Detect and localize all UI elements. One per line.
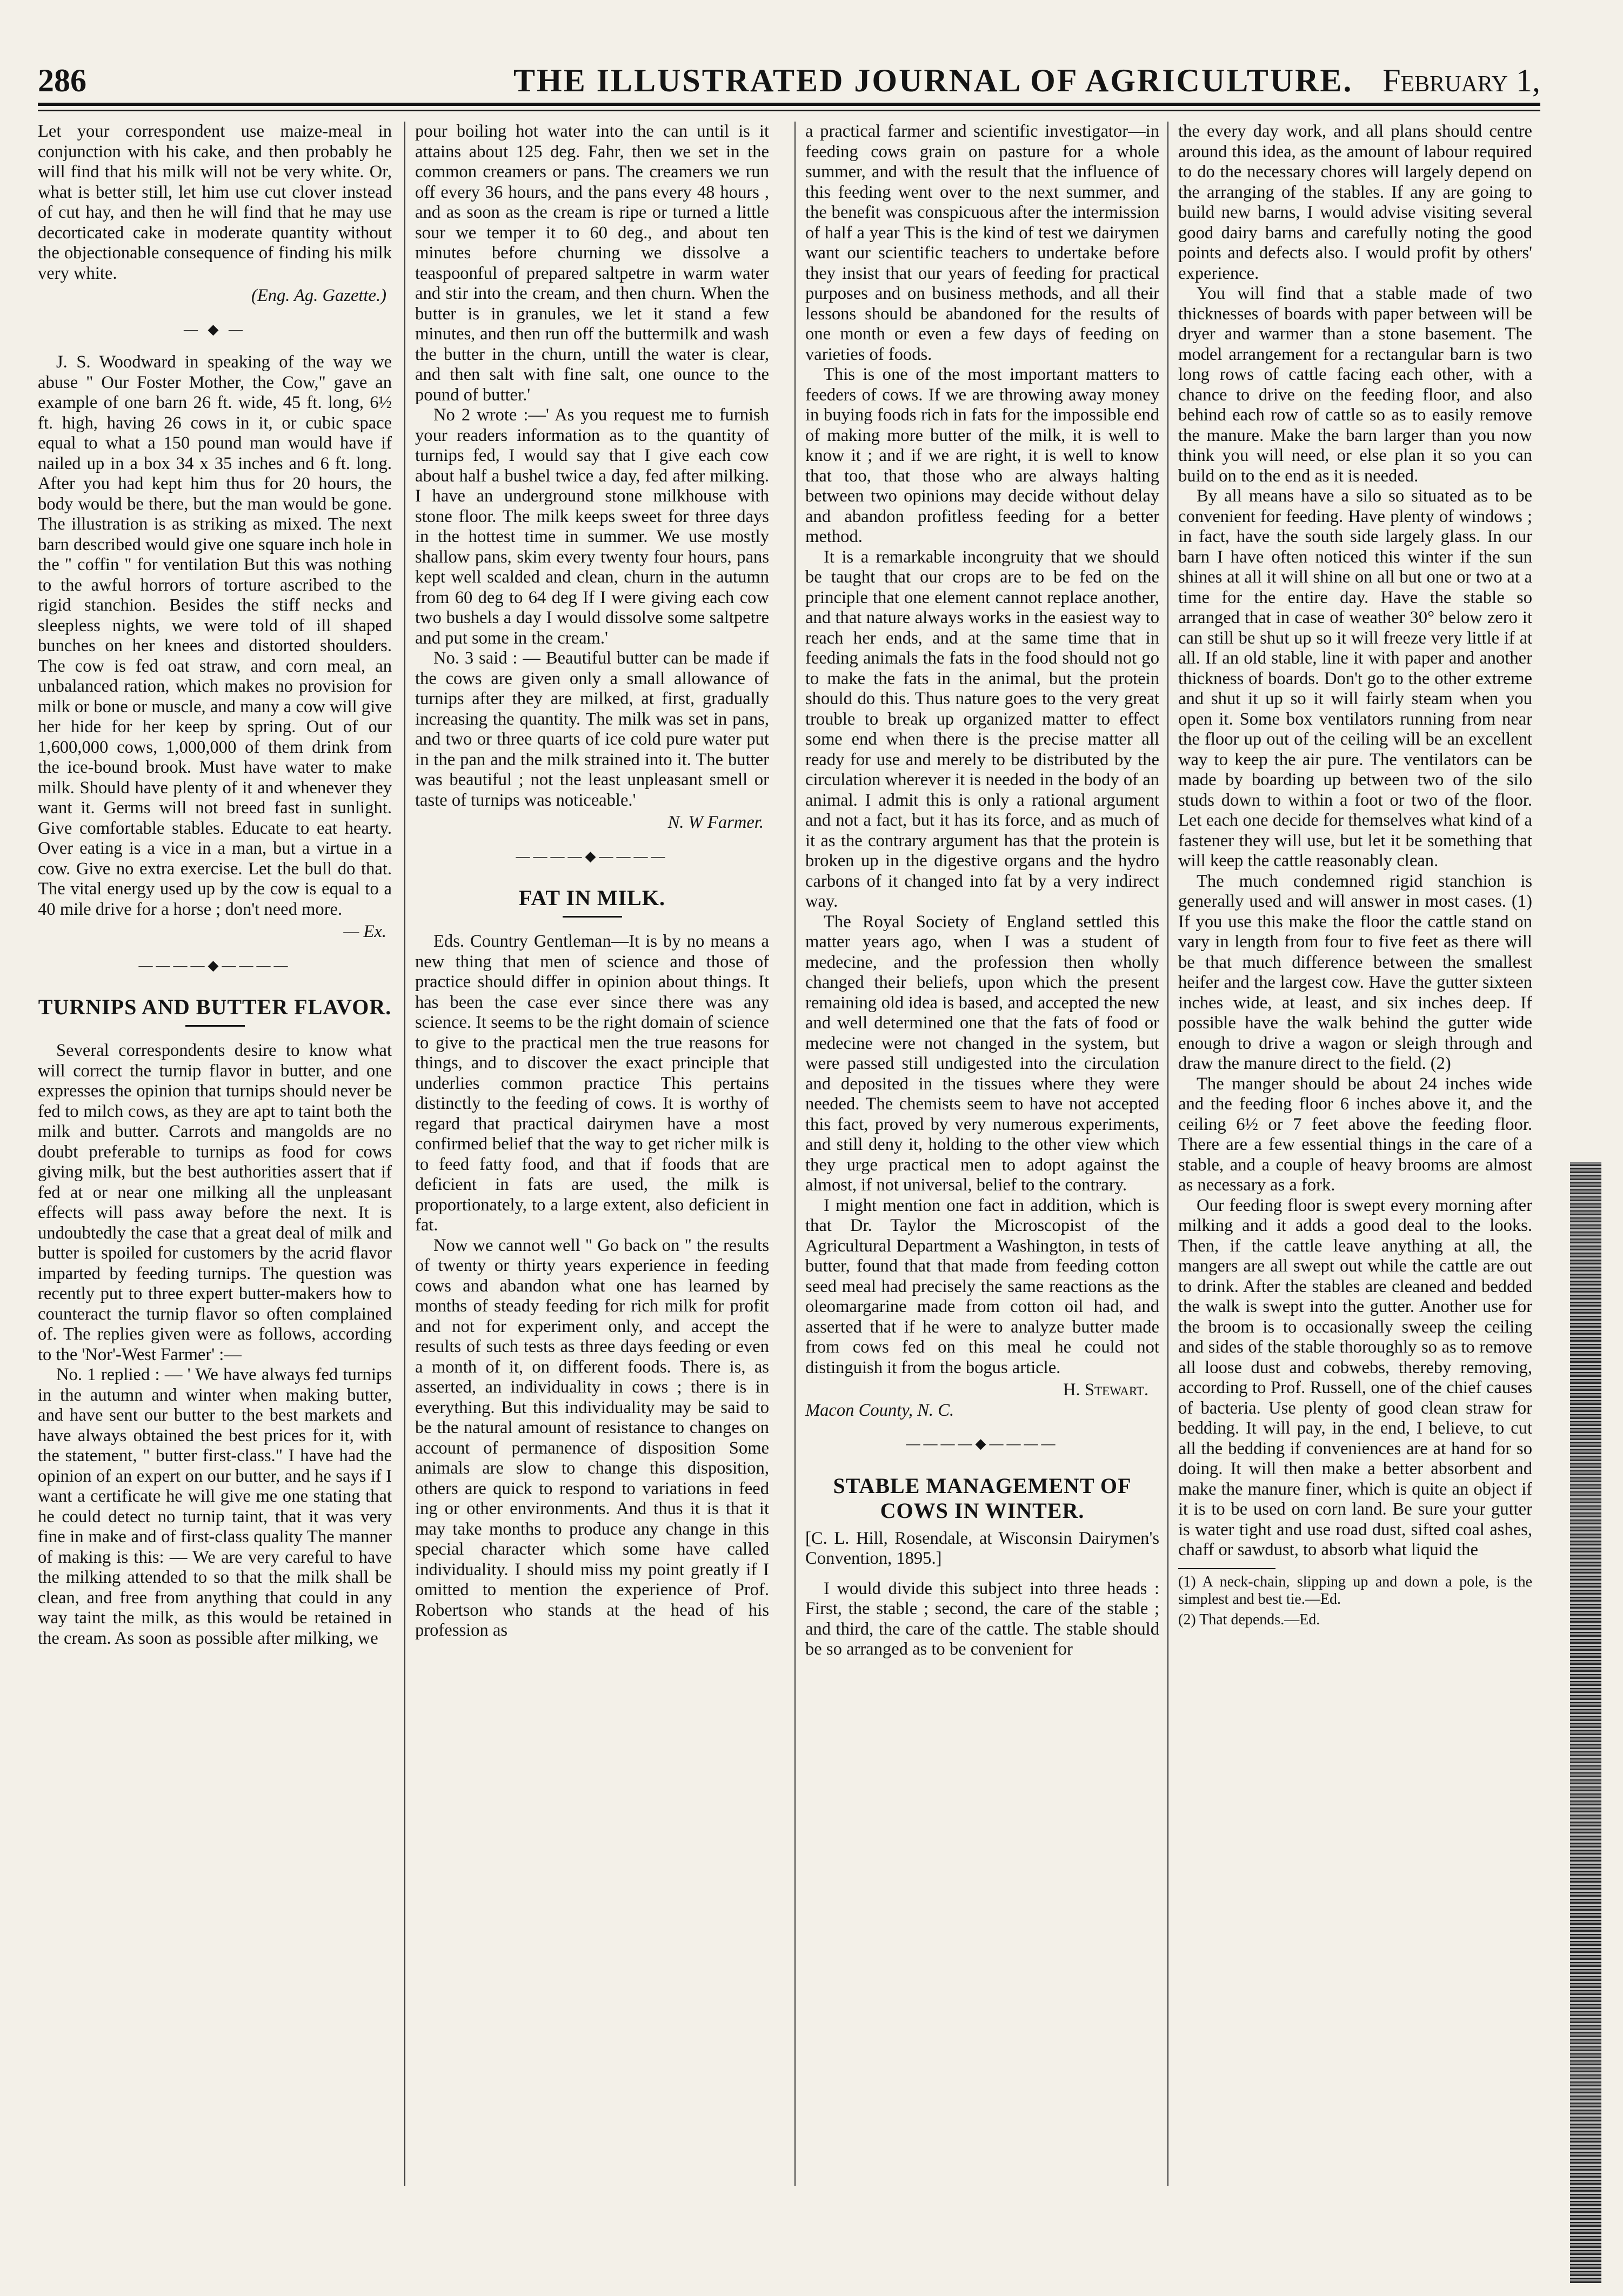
running-header xyxy=(38,62,1540,105)
heading-rule xyxy=(185,1025,245,1027)
paragraph: By all means have a silo so situated as to be convenient for feeding. Have plenty of windows ; in fact, have the south side largely glass. In our barn I have often noticed this winter if the sun shines at all it will shine on all but one or two at a time for the entire day. Have the stable so arranged that in case of weather 30° below zero it can still be shut up so it will freeze very little if at all. If an old stable, line it with paper and another thickness of boards. Don't go to the other extreme and shut it up so it will fairly steam when you open it. Some box ventilators running from near the floor up out of the ceiling will be an excellent way to keep the air pure. The ventilators can be made by boarding up between two of the silo studs down to within a foot or two of the floor. Let each one decide for themselves what kind of a fastener they will use, but let it be something that will keep the cattle reasonably clean. xyxy=(1178,486,1532,871)
source-note: [C. L. Hill, Rosendale, at Wisconsin Dairymen's Convention, 1895.] xyxy=(805,1528,1159,1568)
source-credit: (Eng. Ag. Gazette.) xyxy=(251,286,386,305)
column-4 xyxy=(1178,122,1532,2191)
paragraph: Our feeding floor is swept every morning after milking and it adds a good deal to the looks. Then, if the cattle leave anything at all, the mangers are all swept out while the cattle are out to drink. After the stables are cleaned and bedded the walk is swept into the gutter. Another use for the broom is to occasionally sweep the ceiling and sides of the stable thoroughly so as to remove all loose dust and cobwebs, thereby removing, according to Prof. Russell, one of the chief causes of bacteria. Use plenty of good clean straw for bedding. It will pay, in the end, I believe, to cut all the bedding if conveniences are at hand for so doing. It will then make a better absorbent and make the manure finer, which is quite an object if it is to be used on corn land. Be sure your gutter is water tight and use road dust, sifted coal ashes, chaff or sawdust, to absorb what liquid the xyxy=(1178,1195,1532,1559)
journal-title: THE ILLUSTRATED JOURNAL OF AGRICULTURE. xyxy=(513,63,1353,98)
paragraph: The much condemned rigid stanchion is generally used and will answer in most cases. (1) If you use this make the floor the cattle stand on vary in length from four to five feet as there will be that much difference between the smallest heifer and the largest cow. Have the gutter sixteen inches wide, at least, and six inches deep. If possible have the walk behind the gutter wide enough to drive a wagon or sleigh through and draw the manure direct to the field. (2) xyxy=(1178,871,1532,1073)
paragraph: This is one of the most important matters to feeders of cows. If we are throwing away money in buying foods rich in fats for the impossible end of making more butter of the milk, it is well to know it ; and if we are right, it is well to know that too, that those who are always halting between two opinions may decide without delay and abandon profitless feeding for a better method. xyxy=(805,365,1159,546)
paragraph: No. 1 replied : — ' We have always fed turnips in the autumn and winter when making butter, and have sent our butter to the best markets and have always obtained the best prices for it, with the statement, " butter first-class." I have had the opinion of an expert on our butter, and he says if I want a certificate he will give me one stating that he could detect no turnip taint, that it was very fine in make and of first-class quality The manner of making is this: — We are very careful to have the milking attended to so that the milk shall be clean, and free from anything that could in any way taint the milk, as this would be retained in the cream. As soon as possible after milking, we xyxy=(38,1365,392,1648)
header-rule-thick xyxy=(38,103,1540,106)
paragraph: Let your correspondent use maize-meal in conjunction with his cake, and then probably he will find that his milk will not be very white. Or, what is better still, let him use cut clover instead of cut hay, and then he will find that he may use decorticated cake in moderate quantity without the objectionable consequence of finding his milk very white. xyxy=(38,122,392,283)
author-location: Macon County, N. C. xyxy=(805,1400,954,1420)
article-heading: STABLE MANAGEMENT OF COWS IN WINTER. xyxy=(833,1473,1132,1523)
column-3 xyxy=(805,122,1159,2191)
article-heading: FAT IN MILK. xyxy=(519,886,665,910)
paragraph: You will find that a stable made of two thicknesses of boards with paper between will be dryer and warmer than a stone basement. The model arrangement for a rectangular barn is two long rows of cattle facing each other, with a chance to drive on the feeding floor, and also behind each row of cattle so as to easily remove the manure. Make the barn larger than you now think you will need, or else plan it so you can build on to the end as it is needed. xyxy=(1178,284,1532,486)
paragraph: J. S. Woodward in speaking of the way we abuse " Our Foster Mother, the Cow," gave an example of one barn 26 ft. wide, 45 ft. long, 6½ ft. high, having 26 cows in it, or cubic space equal to what a 150 pound man would have if nailed up in a box 34 x 35 inches and 6 ft. long. After you had kept him thus for 20 hours, the body would be there, but the man would be gone. The illustration is as striking as mixed. The next barn described would give one square inch hole in the " coffin " for ventilation But this was nothing to the awful horrors of torture ascribed to the rigid stanchion. Besides the stiff necks and sleepless nights, we were told of ill shaped bunches on her knees and distorted shoulders. The cow is fed oat straw, and corn meal, an unbalanced ration, which makes no provision for milk or bone or muscle, and many a cow will give her hide for her keep by spring. Out of our 1,600,000 cows, 1,000,000 of them drink from the ice-bound brook. Must have water to make milk. Should have plenty of it and whenever they want it. Germs will not breed fast in sunlight. Give comfortable stables. Educate to eat hearty. Over eating is a vice in a man, but a virtue in a cow. Give no extra exercise. Let the bull do that. The vital energy used up by the cow is equal to a 40 mile drive for a horse ; don't need more. xyxy=(38,352,392,919)
paragraph: the every day work, and all plans should centre around this idea, as the amount of labour required to do the necessary chores will largely depend on the arranging of the stables. If any are going to build new barns, I would advise visiting several good dairy barns and carefully noting the good points and defects also. I would profit by others' experience. xyxy=(1178,122,1532,283)
ornament-divider: ————◆———— xyxy=(516,848,669,864)
paragraph: No. 3 said : — Beautiful butter can be made if the cows are given only a small allowance of turnips after they are milked, at first, gradually increasing the quantity. The milk was set in pans, and two or three quarts of ice cold pure water put in the pan and the milk strained into it. The butter was beautiful ; not the least unpleasant smell or taste of turnips was noticeable.' xyxy=(415,648,769,810)
paragraph: a practical farmer and scientific investigator—in feeding cows grain on pasture for a whole summer, and with the result that the influence of this feeding went over to the next summer, and the benefit was conspicuous after the intermission of half a year This is the kind of test we dairymen want our scientific teachers to undertake before they insist that our years of feeding for practical purposes and on business methods, and all their lessons should be abandoned for the results of one month or even a few days of feeding on varieties of foods. xyxy=(805,122,1159,364)
column-1 xyxy=(38,122,392,2191)
paragraph: Now we cannot well " Go back on " the results of twenty or thirty years experience in feeding cows and abandon what one has learned by months of steady feeding for rich milk for profit and not for experiment only, and accept the results of such tests as three days feeding or even a month of it, on different foods. There is, as asserted, an individuality in cows ; there is in everything. But this individuality may be said to be the natural amount of resistance to changes on account of permanence of disposition Some animals are slow to change this disposition, others are quick to respond to variations in feed ing or other environments. And thus it is that it may take months to produce any change in this special character which some have called individuality. I should miss my point greatly if I omitted to mention the experience of Prof. Robertson who stands at the head of his profession as xyxy=(415,1235,769,1640)
paragraph: I would divide this subject into three heads : First, the stable ; second, the care of the stable ; and third, the care of the cattle. The stable should be so arranged as to be convenient for xyxy=(805,1578,1159,1659)
column-separator xyxy=(1167,122,1168,2186)
source-credit: — Ex. xyxy=(343,922,386,941)
scan-edge-artifact xyxy=(1570,1162,1601,2283)
paragraph: No 2 wrote :—' As you request me to furnish your readers information as to the quantity of turnips fed, I would say that I give each cow about half a bushel twice a day, fed after milking. I have an underground stone milkhouse with stone floor. The milk keeps sweet for three days in the hottest time in summer. We use mostly shallow pans, skim every twenty four hours, pans kept well scalded and clean, churn in the autumn from 60 deg to 64 deg If I were giving each cow two bushels a day I would dissolve some saltpetre and put some in the cream.' xyxy=(415,405,769,648)
paragraph: It is a remarkable incongruity that we should be taught that our crops are to be fed on the principle that one element cannot replace another, and that nature always works in the easiest way to reach her ends, and at the same time that in feeding animals the fats in the food should not go to make the fats in the animal, but the protein should do this. Thus nature goes to the very great trouble to break up organized matter to effect some end when there is the precise matter all ready for use and merely to be distributed by the circulation wherever it is needed in the body of an animal. I admit this is only a rational argument and not a fact, but it has its force, and as much of it as the contrary argument has that the protein is broken up in the digestive organs and the hydro carbons of it changed into fat by a very indirect way. xyxy=(805,547,1159,911)
page-number: 286 xyxy=(38,63,86,98)
issue-date: February 1, xyxy=(1382,63,1540,98)
column-separator xyxy=(404,122,405,2186)
paragraph: I might mention one fact in addition, which is that Dr. Taylor the Microscopist of the Agricultural Department a Washington, in tests of butter, found that that made from feeding cotton seed meal had precisely the same reactions as the oleomargarine made from cotton oil had, and asserted that if he were to analyze butter made from cows fed on this meal he could not distinguish it from the bogus article. xyxy=(805,1195,1159,1377)
paragraph: Several correspondents desire to know what will correct the turnip flavor in butter, and one expresses the opinion that turnips should never be fed to milch cows, as they are apt to taint both the milk and butter. Carrots and mangolds are no doubt preferable to turnips as food for cows giving milk, but the best authorities assert that if fed at or near one milking all the unpleasant effects will pass away before the next. It is undoubtedly the case that a great deal of milk and butter is spoiled for customers by the acrid flavor imparted by feeding turnips. The question was recently put to three expert butter-makers how to counteract the turnip flavor so often complained of. The replies given were as follows, according to the 'Nor'-West Farmer' :— xyxy=(38,1041,392,1364)
header-rule-thin xyxy=(38,110,1540,111)
footnote: (2) That depends.—Ed. xyxy=(1178,1611,1320,1628)
author-signature: H. Stewart. xyxy=(1063,1380,1148,1400)
source-credit: N. W Farmer. xyxy=(667,813,764,832)
column-2 xyxy=(415,122,769,2191)
heading-rule xyxy=(563,916,622,918)
ornament-divider: ————◆———— xyxy=(138,957,291,973)
column-separator xyxy=(794,122,796,2186)
paragraph: pour boiling hot water into the can until is it attains about 125 deg. Fahr, then we set in the common creamers or pans. The creamers we run off every 36 hours, and the pans every 48 hours , and as soon as the cream is ripe or turned a little sour we temper it to 60 deg., and about ten minutes before churning we dissolve a teaspoonful of prepared saltpetre in warm water and stir into the cream, and then churn. When the butter is in granules, we let it stand a few minutes, and then run off the buttermilk and wash the butter in the churn, untill the water is clear, and then salt with fine salt, one ounce to the pound of butter.' xyxy=(415,122,769,405)
footnote: (1) A neck-chain, slipping up and down a pole, is the simplest and best tie.—Ed. xyxy=(1178,1573,1532,1608)
ornament-divider: ————◆———— xyxy=(906,1436,1059,1451)
footnote-rule xyxy=(1178,1568,1275,1569)
ornament-divider: — ◆ — xyxy=(184,321,246,337)
paragraph: Eds. Country Gentleman—It is by no means a new thing that men of science and those of practice should differ in opinion about things. It has been the case ever since there was any science. It seems to be the right domain of science to give to the practical men the true reasons for things, and to discover the exact principle that underlies common practice This pertains distinctly to the feeding of cows. It is worthy of regard that practical dairymen have a most confirmed belief that the way to get richer milk is to feed fatty food, and that if foods that are deficient in fats are used, the milk is proportionately, to a large extent, also deficient in fat. xyxy=(415,932,769,1235)
paragraph: The manger should be about 24 inches wide and the feeding floor 6 inches above it, and the ceiling 6½ or 7 feet above the feeding floor. There are a few essential things in the care of a stable, and a couple of heavy brooms are almost as necessary as a fork. xyxy=(1178,1074,1532,1195)
paragraph: The Royal Society of England settled this matter years ago, when I was a student of medecine, and the profession then wholly changed their beliefs, upon which the present remaining old idea is based, and accepted the new and well determined one that the fats of food or medecine were not changed in the system, but were passed still undigested into the circulation and deposited in the tissues where they were needed. The chemists seem to have not accepted this fact, proved by very numerous experiments, and still deny it, holding to the other view which they urge practical men to adopt against the almost, if not universal, belief to the contrary. xyxy=(805,912,1159,1195)
article-heading: TURNIPS AND BUTTER FLAVOR. xyxy=(38,995,392,1019)
